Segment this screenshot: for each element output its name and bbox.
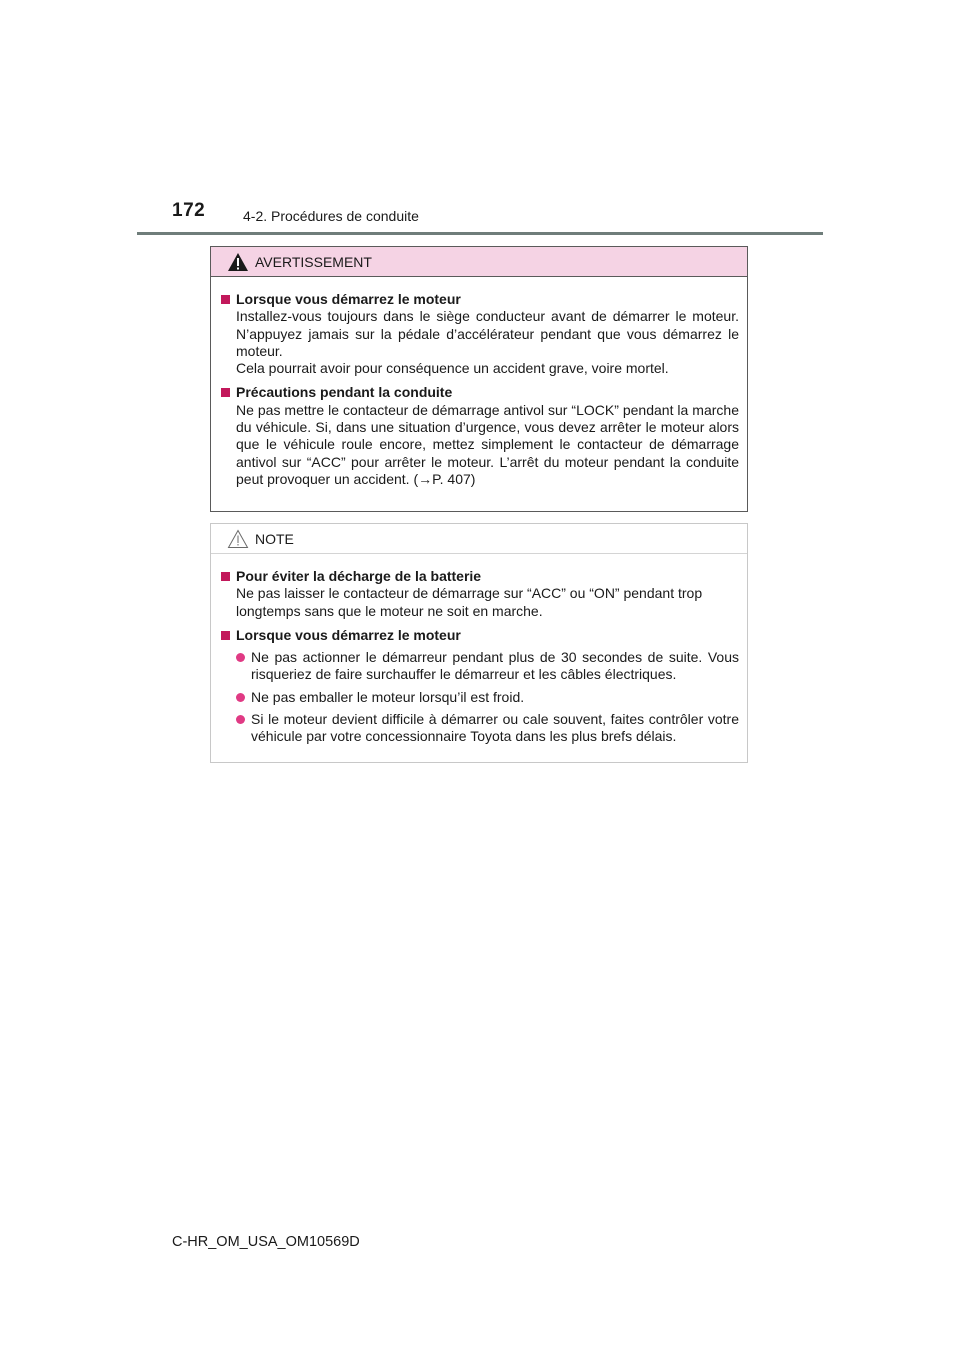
note-item-text: Ne pas laisser le contacteur de démarrage sur “ACC” ou “ON” pendant trop longtemps sans que le moteur ne soit en marche.: [236, 585, 703, 619]
warning-label: AVERTISSEMENT: [255, 253, 372, 270]
warning-item-title: Lorsque vous démarrez le moteur: [219, 291, 739, 308]
page-number: 172: [172, 200, 206, 221]
note-item-title: Pour éviter la décharge de la batterie: [219, 568, 739, 585]
section-title: 4-2. Procédures de conduite: [243, 208, 419, 224]
warning-triangle-icon: [227, 252, 249, 272]
note-body: [211, 554, 747, 746]
square-bullet-icon: [221, 388, 230, 397]
square-bullet-icon: [221, 295, 230, 304]
warning-body: [211, 277, 747, 488]
list-item: Ne pas emballer le moteur lorsqu’il est froid.: [236, 689, 739, 706]
page-header: [0, 0, 960, 240]
list-item: Ne pas actionner le démarreur pendant plus de 30 secondes de suite. Vous risqueriez de faire surchauffer le démarreur et les câbles électriques.: [236, 649, 739, 684]
note-item-title: Lorsque vous démarrez le moteur: [219, 627, 739, 644]
header-rule: [137, 232, 823, 235]
warning-box: [210, 246, 748, 512]
warning-item-text: Installez-vous toujours dans le siège conducteur avant de démarrer le moteur. N’appuyez jamais sur la pédale d’accélérateur pendant que vous démarrez le moteur. Cela pourrait avoir pour conséquence un accident grave, voire mortel.: [236, 308, 739, 377]
warning-item-title: Précautions pendant la conduite: [219, 384, 739, 401]
list-item: Si le moteur devient difficile à démarrer ou cale souvent, faites contrôler votre véhicule par votre concessionnaire Toyota dans les plus brefs délais.: [236, 711, 739, 746]
dot-bullet-icon: [236, 693, 245, 702]
note-header: [211, 524, 747, 554]
caution-outline-triangle-icon: [227, 529, 249, 549]
square-bullet-icon: [221, 572, 230, 581]
dot-bullet-icon: [236, 653, 245, 662]
note-label: NOTE: [255, 530, 294, 547]
warning-item-text: Ne pas mettre le contacteur de démarrage antivol sur “LOCK” pendant la marche du véhicule. Si, dans une situation d’urgence, vous devez arrêter le moteur alors que le véhicule roule encore, mettez simplement le contacteur de démarrage antivol sur “ACC” pour arrêter le moteur. L’arrêt du moteur pendant la conduite peut provoquer un accident. (→P. 407): [236, 401, 739, 487]
note-box: [210, 523, 748, 763]
square-bullet-icon: [221, 631, 230, 640]
warning-header: [211, 247, 747, 277]
document-code: C-HR_OM_USA_OM10569D: [172, 1234, 360, 1250]
dot-bullet-icon: [236, 715, 245, 724]
